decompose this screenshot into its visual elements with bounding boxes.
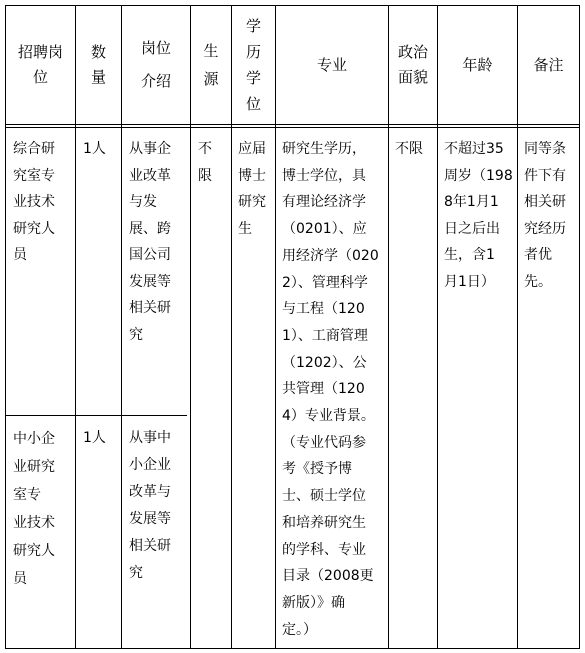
header-divider-2 [5, 127, 580, 128]
header-major: 专业 [316, 55, 347, 74]
header-count: 数 量 [90, 43, 106, 86]
row2-intro: 从事中 小企业 改革与 发展等 相关研 究 [129, 430, 171, 581]
shared-education: 应届 博士 研究 生 [238, 141, 266, 237]
recruitment-table [5, 5, 580, 649]
table-border-bottom [5, 648, 580, 649]
header-remark: 备注 [533, 55, 564, 74]
header-education: 学 历 学 位 [245, 17, 261, 113]
table-border-right [579, 5, 580, 649]
shared-source: 不 限 [198, 141, 212, 184]
header-age: 年龄 [462, 55, 493, 74]
header-divider [5, 124, 580, 125]
shared-political: 不限 [395, 141, 423, 157]
row2-position: 中小企 业研究 室专 业技术 研究人 员 [13, 431, 55, 587]
shared-age: 不超过35 周岁（198 8年1月1 日之后出 生，含1 月1日） [444, 141, 513, 290]
row-divider [5, 415, 187, 416]
header-source: 生 源 [203, 42, 219, 88]
row1-intro: 从事企 业改革 与发 展、跨 国公司 发展等 相关研 究 [129, 141, 171, 343]
row2-count: 1人 [83, 430, 106, 446]
header-position: 招聘岗 位 [17, 43, 63, 86]
row1-count: 1人 [83, 141, 106, 157]
shared-remark: 同等条 件下有 相关研 究经历 者优 先。 [524, 141, 566, 290]
row1-position: 综合研 究室专 业技术 研究人 员 [13, 141, 55, 263]
shared-major: 研究生学历， 博士学位，具 有理论经济学 （0201）、应 用经济学（020 2）、管理科学 与工程（120 1）、工商管理 （1202）、公 共管理（120 4）专业背景。 （专业代码参 考《授予博 士、硕士学位 和培养研究生 的学科、专业 目录（2008更 新版）》确 定。） [282, 141, 379, 638]
header-intro: 岗位 介绍 [140, 39, 171, 90]
header-political: 政治 面貌 [397, 43, 428, 86]
